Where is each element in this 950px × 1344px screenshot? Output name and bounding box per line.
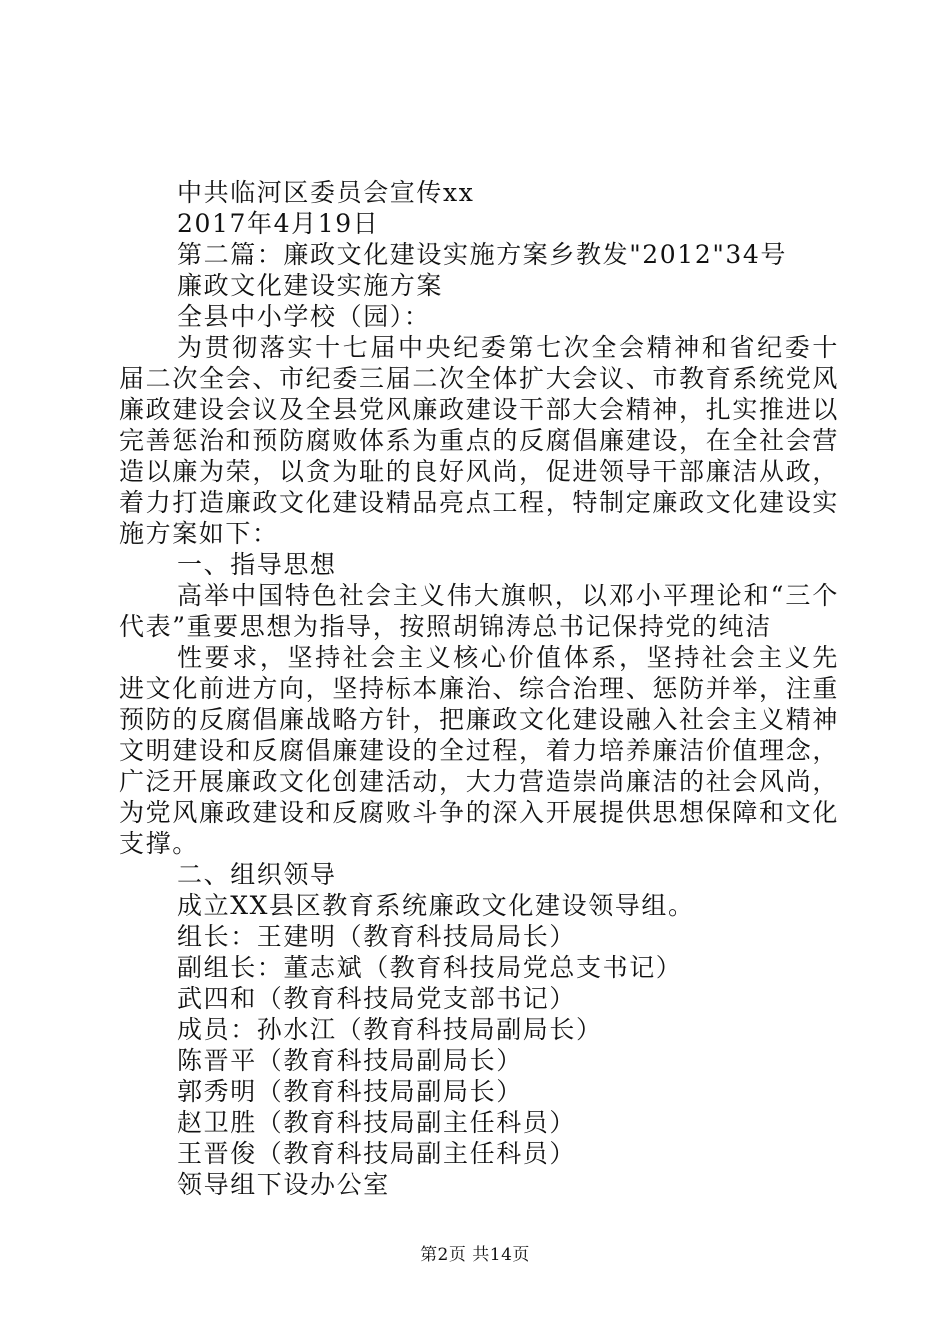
member-line: 成员：孙水江（教育科技局副局长） (177, 1015, 603, 1044)
member-line: 陈晋平（教育科技局副局长） (177, 1046, 523, 1075)
guiding-paragraph-part-2: 性要求，坚持社会主义核心价值体系，坚持社会主义先进文化前进方向，坚持标本廉治、综合治理、惩防并举，注重预防的反腐倡廉战略方针，把廉政文化建设融入社会主义精神文明建设和反腐倡廉建设的全过程，着力培养廉洁价值理念，广泛开展廉政文化创建活动，大力营造崇尚廉洁的社会风尚，为党风廉政建设和反腐败斗争的深入开展提供思想保障和文化支撑。 (119, 643, 839, 858)
issuer-line: 中共临河区委员会宣传xx (177, 178, 475, 207)
section-title: 第二篇：廉政文化建设实施方案乡教发"2012"34号 (177, 240, 788, 269)
deputy-leader-line: 副组长：董志斌（教育科技局党总支书记） (177, 953, 683, 982)
heading-guiding-thought: 一、指导思想 (177, 550, 337, 579)
date-line: 2017年4月19日 (177, 209, 380, 238)
intro-paragraph: 为贯彻落实十七届中央纪委第七次全会精神和省纪委十届二次全会、市纪委三届二次全体扩大会议、市教育系统党风廉政建设会议及全县党风廉政建设干部大会精神，扎实推进以完善惩治和预防腐败体系为重点的反腐倡廉建设，在全社会营造以廉为荣，以贪为耻的良好风尚，促进领导干部廉洁从政，着力打造廉政文化建设精品亮点工程，特制定廉政文化建设实施方案如下： (119, 333, 839, 548)
salutation: 全县中小学校（园）： (177, 302, 431, 331)
document-title: 廉政文化建设实施方案 (177, 271, 444, 300)
office-line: 领导组下设办公室 (177, 1170, 390, 1199)
document-body (119, 177, 839, 1200)
heading-organization: 二、组织领导 (177, 860, 337, 889)
guiding-paragraph-part-1: 高举中国特色社会主义伟大旗帜，以邓小平理论和“三个代表”重要思想为指导，按照胡锦涛总书记保持党的纯洁 (119, 581, 839, 641)
group-leader-line: 组长：王建明（教育科技局局长） (177, 922, 577, 951)
member-line: 王晋俊（教育科技局副主任科员） (177, 1139, 577, 1168)
member-line: 郭秀明（教育科技局副局长） (177, 1077, 523, 1106)
group-established-line: 成立XX县区教育系统廉政文化建设领导组。 (177, 891, 695, 920)
member-line: 赵卫胜（教育科技局副主任科员） (177, 1108, 577, 1137)
page-number-footer: 第2页 共14页 (420, 1245, 530, 1265)
deputy-leader-line-2: 武四和（教育科技局党支部书记） (177, 984, 577, 1013)
